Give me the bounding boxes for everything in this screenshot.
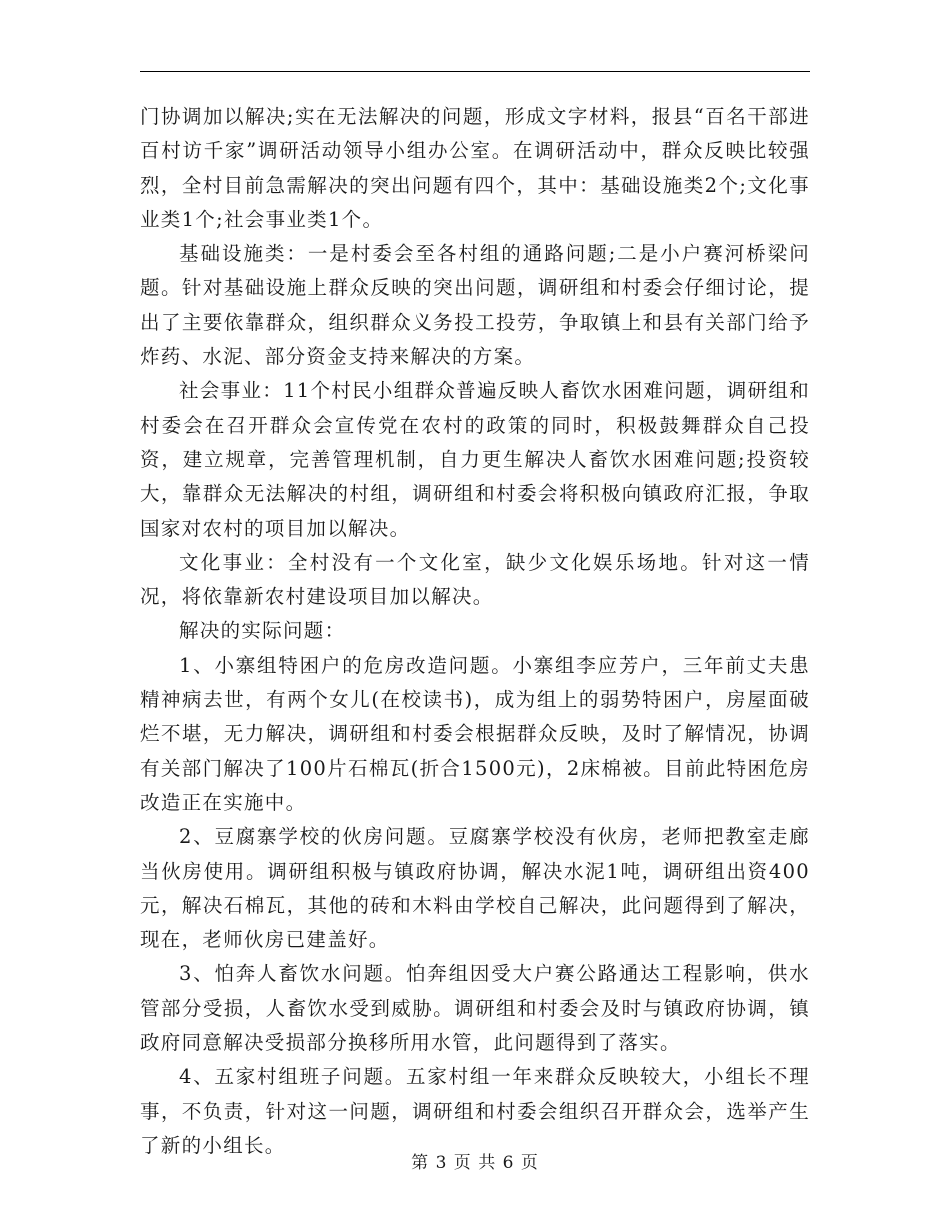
paragraph: 基础设施类：一是村委会至各村组的通路问题;二是小户赛河桥梁问题。针对基础设施上群众反映的突出问题，调研组和村委会仔细讨论，提出了主要依靠群众，组织群众义务投工投劳，争取镇上和县有关部门给予炸药、水泥、部分资金支持来解决的方案。 xyxy=(140,242,810,369)
paragraph: 文化事业：全村没有一个文化室，缺少文化娱乐场地。针对这一情况，将依靠新农村建设项目加以解决。 xyxy=(140,550,810,609)
paragraph: 解决的实际问题： xyxy=(179,619,346,643)
paragraph: 4、五家村组班子问题。五家村组一年来群众反映较大，小组长不理事，不负责，针对这一问题，调研组和村委会组织召开群众会，选举产生了新的小组长。 xyxy=(140,1065,810,1157)
header-rule xyxy=(140,71,810,72)
paragraph: 1、小寨组特困户的危房改造问题。小寨组李应芳户，三年前丈夫患精神病去世，有两个女儿(在校读书)，成为组上的弱势特困户，房屋面破烂不堪，无力解决，调研组和村委会根据群众反映，及时了解情况，协调有关部门解决了100片石棉瓦(折合1500元)，2床棉被。目前此特困危房改造正在实施中。 xyxy=(140,653,810,814)
document-body xyxy=(140,100,810,1163)
paragraph: 门协调加以解决;实在无法解决的问题，形成文字材料，报县“百名干部进百村访千家”调研活动领导小组办公室。在调研活动中，群众反映比较强烈，全村目前急需解决的突出问题有四个，其中：基础设施类2个;文化事业类1个;社会事业类1个。 xyxy=(140,105,810,231)
paragraph: 社会事业：11个村民小组群众普遍反映人畜饮水困难问题，调研组和村委会在召开群众会宣传党在农村的政策的同时，积极鼓舞群众自己投资，建立规章，完善管理机制，自力更生解决人畜饮水困难问题;投资较大，靠群众无法解决的村组，调研组和村委会将积极向镇政府汇报，争取国家对农村的项目加以解决。 xyxy=(140,379,810,540)
paragraph: 2、豆腐寨学校的伙房问题。豆腐寨学校没有伙房，老师把教室走廊当伙房使用。调研组积极与镇政府协调，解决水泥1吨，调研组出资400元，解决石棉瓦，其他的砖和木料由学校自己解决，此问题得到了解决，现在，老师伙房已建盖好。 xyxy=(140,825,810,952)
page-number-footer: 第 3 页 共 6 页 xyxy=(411,1153,539,1173)
paragraph: 3、怕奔人畜饮水问题。怕奔组因受大户赛公路通达工程影响，供水管部分受损，人畜饮水受到威胁。调研组和村委会及时与镇政府协调，镇政府同意解决受损部分换移所用水管，此问题得到了落实。 xyxy=(140,962,810,1055)
